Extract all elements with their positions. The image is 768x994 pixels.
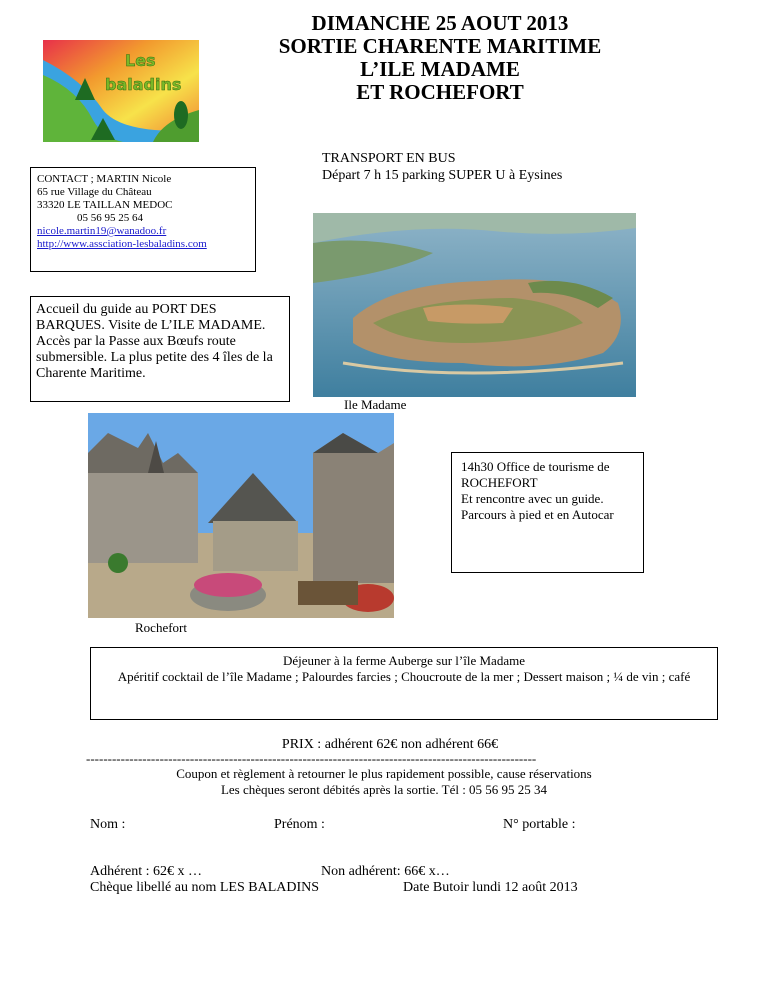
contact-address: 65 rue Village du Château: [37, 186, 152, 198]
afternoon-line-1: 14h30 Office de tourisme de ROCHEFORT: [461, 459, 610, 490]
contact-city: 33320 LE TAILLAN MEDOC: [37, 199, 173, 211]
contact-line-1: CONTACT ; MARTIN Nicole: [37, 173, 172, 185]
afternoon-line-2: Et rencontre avec un guide.: [461, 491, 604, 506]
afternoon-box: [451, 452, 644, 573]
rochefort-photo: [88, 413, 394, 618]
price-line: PRIX : adhérent 62€ non adhérent 66€: [281, 737, 499, 752]
logo-text-les: Les: [125, 51, 156, 70]
form-cheque-label: Chèque libellé au nom LES BALADINS: [90, 880, 320, 895]
contact-phone: 05 56 95 25 64: [77, 212, 143, 224]
lunch-title: Déjeuner à la ferme Auberge sur l’île Madame: [283, 653, 525, 668]
accueil-box: Accueil du guide au PORT DES BARQUES. Visite de L’ILE MADAME. Accès par la Passe aux Bœufs route submersible. La plus petite des 4 îles de la Charente Maritime.: [30, 296, 290, 402]
form-portable-label: N° portable :: [503, 817, 576, 832]
form-prenom-label: Prénom :: [274, 817, 325, 832]
contact-website-link[interactable]: http://www.assciation-lesbaladins.com: [37, 238, 207, 250]
form-deadline: Date Butoir lundi 12 août 2013: [403, 880, 578, 895]
title-line-2: SORTIE CHARENTE MARITIME: [278, 34, 602, 58]
afternoon-line-3: Parcours à pied et en Autocar: [461, 507, 614, 522]
cut-line-divider: --------------------------------------------------------------------------------------------------------: [86, 751, 537, 761]
logo-text-baladins: baladins: [105, 75, 182, 94]
title-line-1: DIMANCHE 25 AOUT 2013: [311, 11, 569, 35]
caption-rochefort: Rochefort: [135, 620, 187, 635]
coupon-instructions: [90, 766, 678, 798]
form-non-adherent-label: Non adhérent: 66€ x…: [321, 864, 450, 879]
transport-info: [322, 150, 622, 184]
ile-madame-photo: [313, 213, 636, 397]
caption-ile-madame: Ile Madame: [344, 397, 407, 412]
page-title: [240, 12, 640, 104]
contact-box: [30, 167, 256, 272]
transport-title: TRANSPORT EN BUS: [322, 151, 456, 166]
logo: [43, 40, 199, 142]
form-adherent-label: Adhérent : 62€ x …: [90, 864, 202, 879]
lunch-box: [90, 647, 718, 720]
contact-email-link[interactable]: nicole.martin19@wanadoo.fr: [37, 225, 167, 237]
form-nom-label: Nom :: [90, 817, 126, 832]
title-line-4: ET ROCHEFORT: [356, 80, 524, 104]
lunch-menu: Apéritif cocktail de l’île Madame ; Palourdes farcies ; Choucroute de la mer ; Dessert maison ; ¼ de vin ; café: [117, 669, 691, 684]
coupon-line-2: Les chèques seront débités après la sortie. Tél : 05 56 95 25 34: [220, 782, 548, 797]
transport-departure: Départ 7 h 15 parking SUPER U à Eysines: [322, 168, 563, 183]
title-line-3: L’ILE MADAME: [360, 57, 520, 81]
coupon-line-1: Coupon et règlement à retourner le plus rapidement possible, cause réservations: [176, 766, 592, 781]
